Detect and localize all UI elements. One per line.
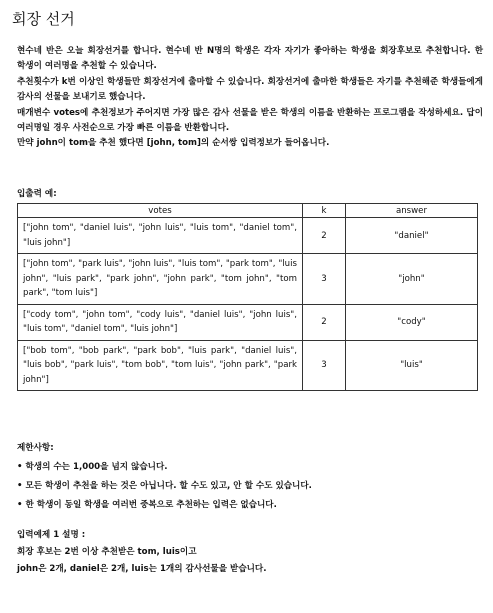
k-cell: 2 (303, 304, 346, 340)
description-paragraph-4: 만약 john이 tom을 추천 했다면 [john, tom]의 순서쌍 입력정보가 들어옵니다. (17, 138, 330, 149)
votes-cell: ["bob tom", "bob park", "park bob", "luis park", "daniel luis", "luis bob", "park luis", "tom bob", "tom luis", "john park", "park john"] (18, 340, 303, 391)
answer-cell: "daniel" (346, 218, 478, 254)
votes-cell: ["john tom", "park luis", "john luis", "luis tom", "park tom", "luis john", "luis park", "park john", "john park", "tom john", "tom park", "tom luis"] (18, 254, 303, 305)
constraint-item: • 모든 학생이 추천을 하는 것은 아닙니다. 할 수도 있고, 안 할 수도 있습니다. (17, 481, 312, 491)
explanation-line-1: 회장 후보는 2번 이상 추천받은 tom, luis이고 (17, 547, 197, 557)
explanation-label: 입력예제 1 설명 : (17, 530, 86, 540)
constraint-item: • 한 학생이 동일 학생을 여러번 중복으로 추천하는 입력은 없습니다. (17, 500, 277, 510)
table-row (18, 254, 478, 305)
page-title: 회장 선거 (12, 10, 75, 28)
answer-cell: "luis" (346, 340, 478, 391)
k-cell: 3 (303, 340, 346, 391)
table-row (18, 340, 478, 391)
table-row (18, 304, 478, 340)
description-paragraph-2: 추천횟수가 k번 이상인 학생들만 회장선거에 출마할 수 있습니다. 회장선거에 출마한 학생들은 자기를 추천해준 학생들에게 감사의 선물을 보내기로 했습니다. (17, 76, 483, 103)
constraint-item: • 학생의 수는 1,000을 넘지 않습니다. (17, 462, 168, 472)
votes-cell: ["john tom", "daniel luis", "john luis", "luis tom", "daniel tom", "luis john"] (18, 218, 303, 254)
description-paragraph-1: 현수네 반은 오늘 회장선거를 합니다. 현수네 반 N명의 학생은 각자 자기가 좋아하는 학생을 회장후보로 추천합니다. 한 학생이 여러명을 추천할 수 있습니다. (17, 46, 483, 72)
answer-cell: "john" (346, 254, 478, 305)
header-k: k (303, 204, 346, 218)
k-cell: 2 (303, 218, 346, 254)
example-label: 입출력 예: (17, 189, 57, 199)
answer-cell: "cody" (346, 304, 478, 340)
table-header-row (18, 204, 478, 218)
constraints-label: 제한사항: (17, 443, 54, 453)
description-paragraph-3: 매개변수 votes에 추천정보가 주어지면 가장 많은 감사 선물을 받은 학생의 이름을 반환하는 프로그램을 작성하세요. 답이 여러명일 경우 사전순으로 가장 빠른 이름을 반환합니다. (17, 107, 483, 134)
header-votes: votes (18, 204, 303, 218)
votes-cell: ["cody tom", "john tom", "cody luis", "daniel luis", "john luis", "luis tom", "daniel tom", "luis john"] (18, 304, 303, 340)
k-cell: 3 (303, 254, 346, 305)
constraints-list (17, 458, 312, 515)
problem-description (17, 44, 483, 152)
table-row (18, 218, 478, 254)
example-explanation (17, 527, 267, 578)
example-table (17, 203, 478, 391)
explanation-line-2: john은 2개, daniel은 2개, luis는 1개의 감사선물을 받습니다. (17, 564, 267, 574)
header-answer: answer (346, 204, 478, 218)
